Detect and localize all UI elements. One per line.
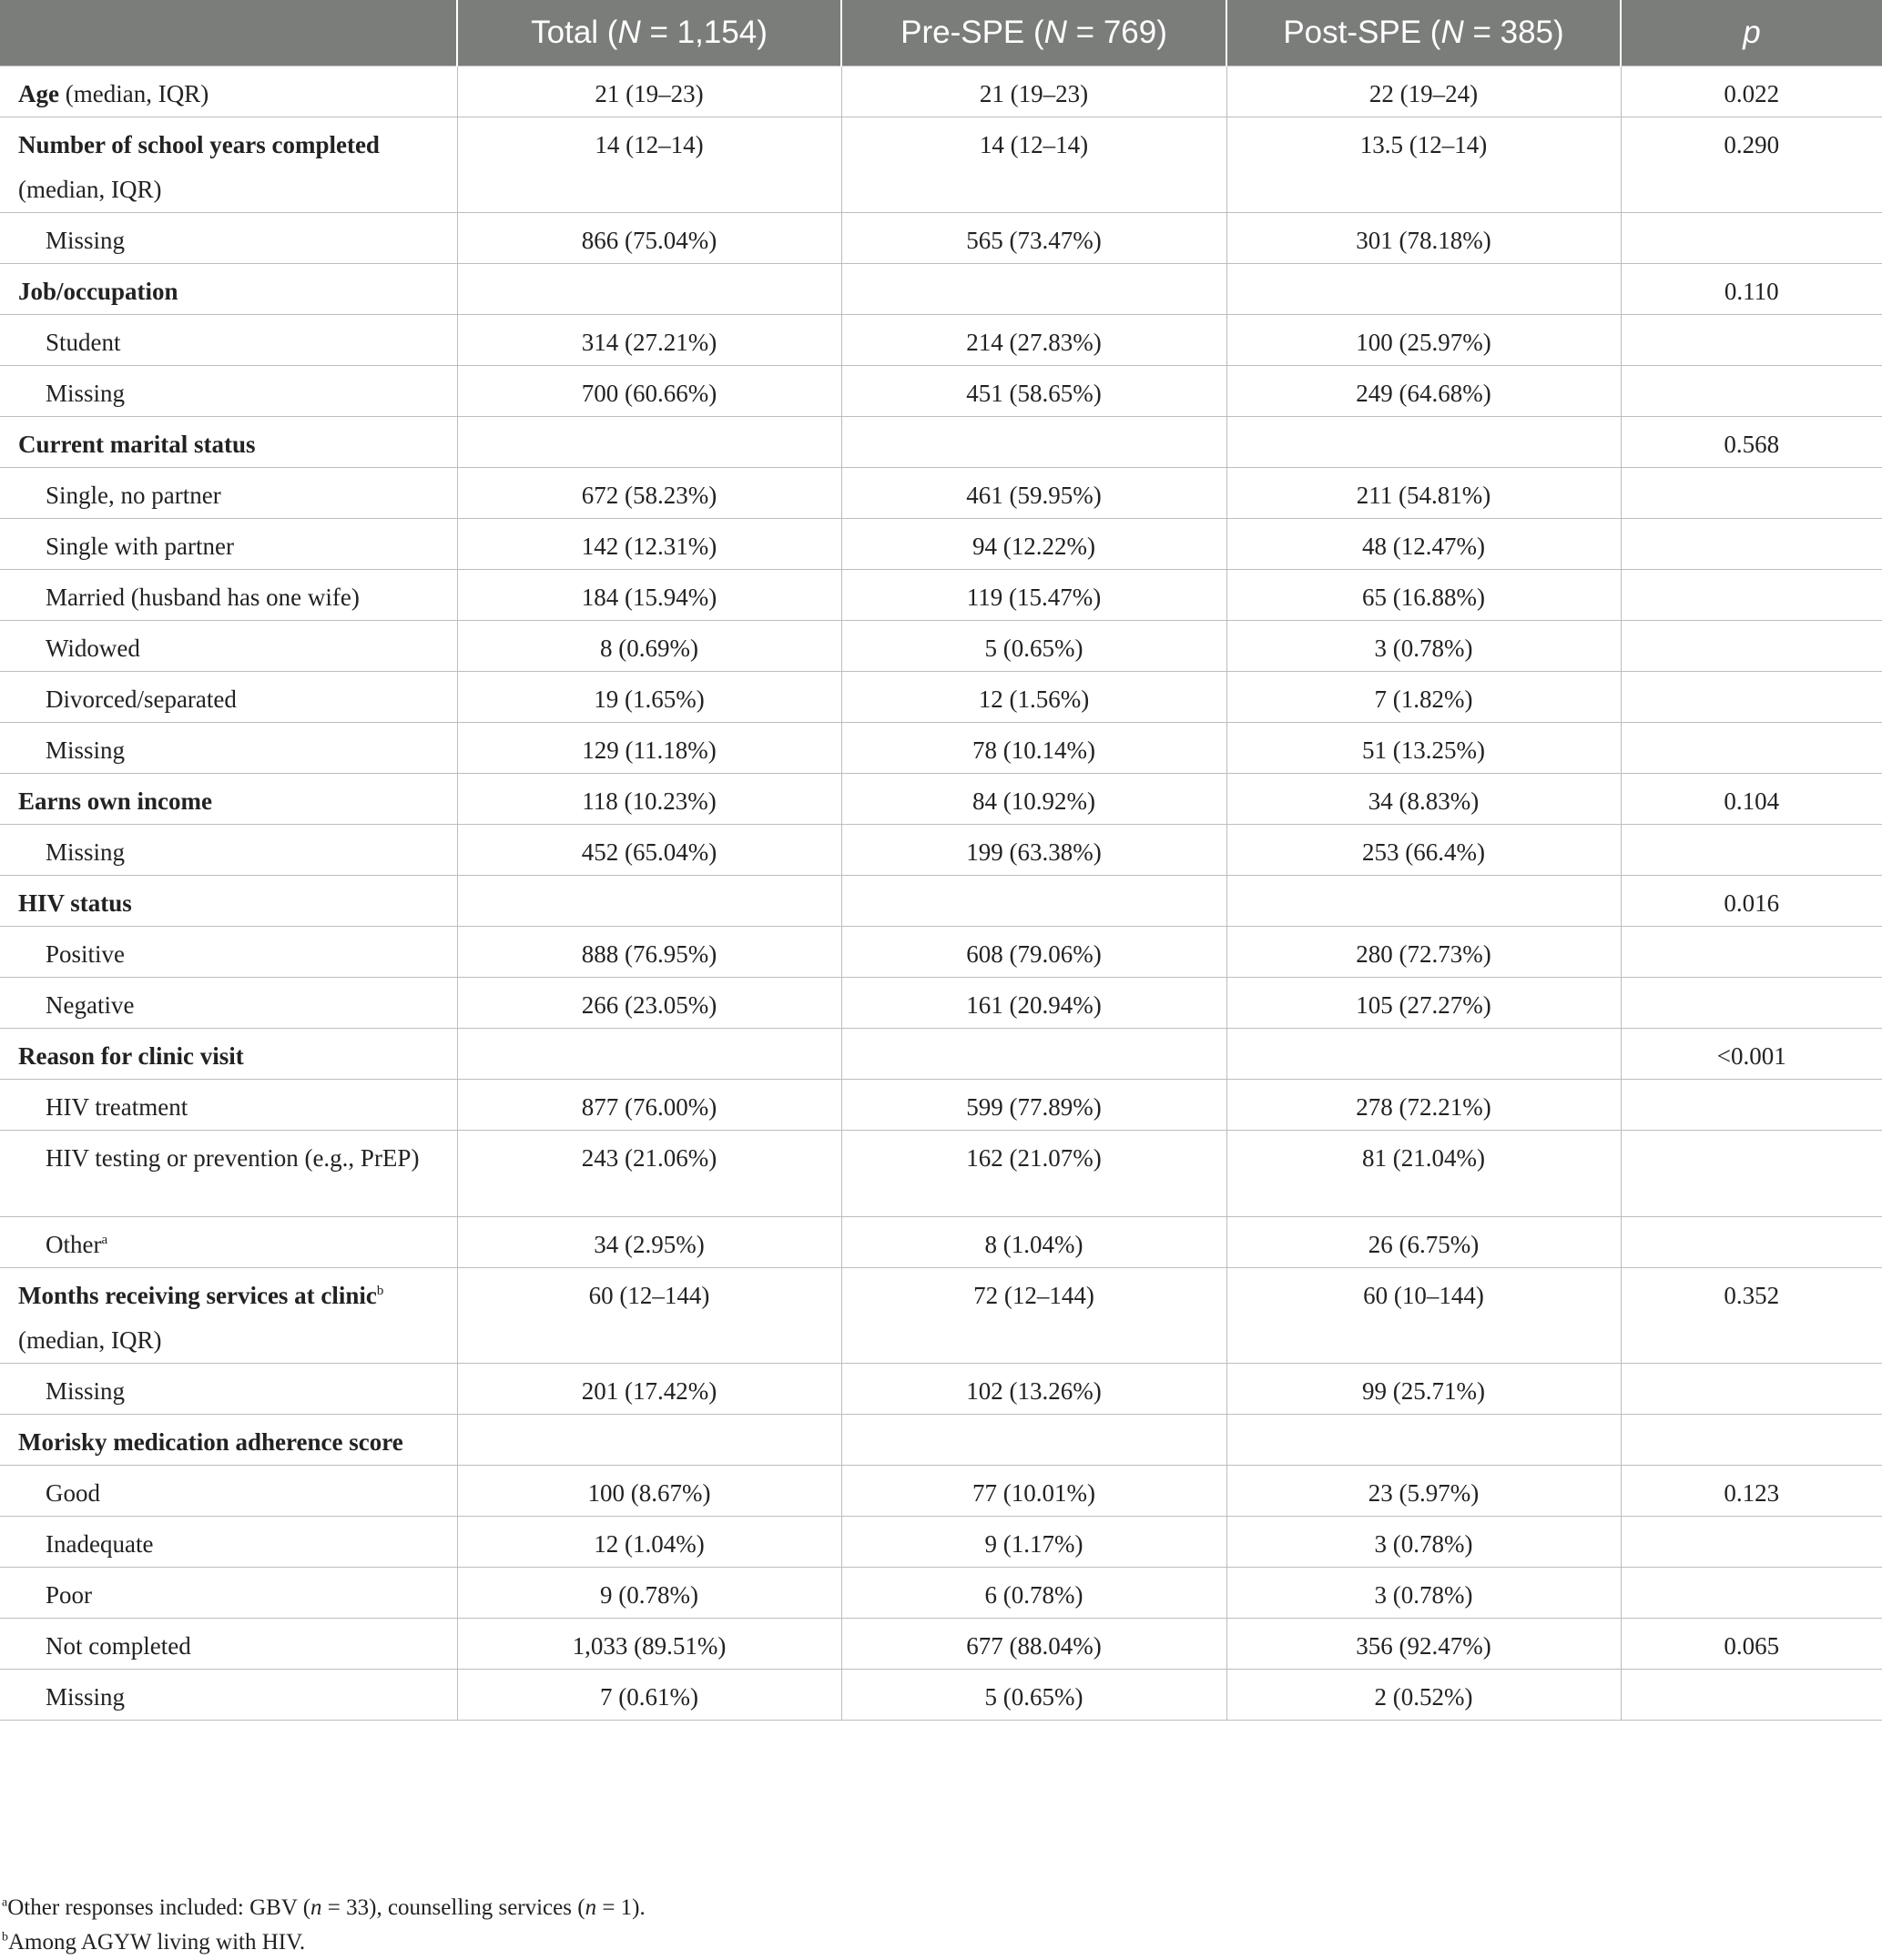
- cell-p-value: [1621, 570, 1882, 621]
- header-pre-spe: Pre-SPE (N = 769): [841, 0, 1226, 66]
- cell-pre-spe: 565 (73.47%): [841, 213, 1226, 264]
- row-label-text: Missing: [46, 1683, 126, 1711]
- cell-p-value: 0.123: [1621, 1466, 1882, 1517]
- cell-pre-spe: 161 (20.94%): [841, 978, 1226, 1029]
- table-row: [0, 1670, 1882, 1721]
- row-label-text: Missing: [46, 1377, 126, 1405]
- row-label: [0, 1217, 457, 1268]
- cell-p-value: 0.290: [1621, 117, 1882, 213]
- cell-total: 118 (10.23%): [457, 774, 841, 825]
- cell-post-spe: 99 (25.71%): [1226, 1364, 1621, 1415]
- cell-pre-spe: 12 (1.56%): [841, 672, 1226, 723]
- row-label: [0, 1619, 457, 1670]
- cell-p-value: 0.022: [1621, 66, 1882, 117]
- cell-post-spe: 23 (5.97%): [1226, 1466, 1621, 1517]
- row-label: [0, 117, 457, 213]
- cell-post-spe: 81 (21.04%): [1226, 1131, 1621, 1217]
- table-row: [0, 1517, 1882, 1568]
- row-label-text: (median, IQR): [18, 1326, 162, 1354]
- cell-total: 8 (0.69%): [457, 621, 841, 672]
- row-label-heading: Earns own income: [18, 787, 213, 815]
- row-label-text: Single with partner: [46, 533, 234, 560]
- cell-total: 34 (2.95%): [457, 1217, 841, 1268]
- table-row: [0, 621, 1882, 672]
- cell-p-value: [1621, 519, 1882, 570]
- cell-pre-spe: [841, 876, 1226, 927]
- cell-pre-spe: 119 (15.47%): [841, 570, 1226, 621]
- row-label: [0, 213, 457, 264]
- cell-pre-spe: [841, 1415, 1226, 1466]
- row-label-heading: Current marital status: [18, 431, 256, 458]
- cell-post-spe: 253 (66.4%): [1226, 825, 1621, 876]
- cell-post-spe: 22 (19–24): [1226, 66, 1621, 117]
- cell-total: 243 (21.06%): [457, 1131, 841, 1217]
- row-label: [0, 1466, 457, 1517]
- cell-p-value: [1621, 315, 1882, 366]
- row-label: [0, 66, 457, 117]
- header-total: Total (N = 1,154): [457, 0, 841, 66]
- footnote-b: $^b$Among AGYW living with HIV.: [2, 1930, 306, 1955]
- table-row: [0, 1466, 1882, 1517]
- cell-post-spe: 7 (1.82%): [1226, 672, 1621, 723]
- cell-post-spe: [1226, 1415, 1621, 1466]
- table-row: [0, 876, 1882, 927]
- table-row: [0, 774, 1882, 825]
- cell-total: 60 (12–144): [457, 1268, 841, 1364]
- row-label-text: Divorced/separated: [46, 685, 237, 713]
- cell-p-value: [1621, 825, 1882, 876]
- cell-total: 266 (23.05%): [457, 978, 841, 1029]
- cell-p-value: [1621, 672, 1882, 723]
- cell-p-value: [1621, 366, 1882, 417]
- cell-pre-spe: 72 (12–144): [841, 1268, 1226, 1364]
- row-label: [0, 978, 457, 1029]
- table-row: [0, 978, 1882, 1029]
- cell-post-spe: 65 (16.88%): [1226, 570, 1621, 621]
- cell-pre-spe: 21 (19–23): [841, 66, 1226, 117]
- cell-pre-spe: 461 (59.95%): [841, 468, 1226, 519]
- row-label: [0, 825, 457, 876]
- cell-pre-spe: 5 (0.65%): [841, 1670, 1226, 1721]
- header-p-value: p: [1621, 0, 1882, 66]
- cell-pre-spe: 102 (13.26%): [841, 1364, 1226, 1415]
- cell-pre-spe: 162 (21.07%): [841, 1131, 1226, 1217]
- cell-post-spe: 278 (72.21%): [1226, 1080, 1621, 1131]
- cell-total: 7 (0.61%): [457, 1670, 841, 1721]
- cell-p-value: 0.110: [1621, 264, 1882, 315]
- row-label-text: Missing: [46, 838, 126, 866]
- cell-total: 142 (12.31%): [457, 519, 841, 570]
- row-label: [0, 1670, 457, 1721]
- row-label-text: Student: [46, 329, 121, 356]
- footnote-a: $^a$Other responses included: GBV (n = 33), counselling services (n = 1).: [2, 1895, 646, 1920]
- cell-total: 14 (12–14): [457, 117, 841, 213]
- cell-post-spe: 105 (27.27%): [1226, 978, 1621, 1029]
- row-label: [0, 876, 457, 927]
- row-label: [0, 1029, 457, 1080]
- cell-total: 9 (0.78%): [457, 1568, 841, 1619]
- row-label-text: Not completed: [46, 1632, 191, 1660]
- table-row: [0, 570, 1882, 621]
- row-label-text: Widowed: [46, 635, 140, 662]
- cell-total: 129 (11.18%): [457, 723, 841, 774]
- cell-p-value: [1621, 1568, 1882, 1619]
- row-label: [0, 672, 457, 723]
- table-row: [0, 1029, 1882, 1080]
- cell-p-value: [1621, 621, 1882, 672]
- cell-total: 888 (76.95%): [457, 927, 841, 978]
- cell-pre-spe: 608 (79.06%): [841, 927, 1226, 978]
- row-label-heading: Reason for clinic visit: [18, 1042, 244, 1070]
- row-label-heading: Age: [18, 80, 59, 107]
- cell-post-spe: 26 (6.75%): [1226, 1217, 1621, 1268]
- table-row: [0, 66, 1882, 117]
- cell-post-spe: 211 (54.81%): [1226, 468, 1621, 519]
- row-label: [0, 264, 457, 315]
- cell-total: 314 (27.21%): [457, 315, 841, 366]
- row-label-text: Positive: [46, 940, 126, 968]
- cell-total: 452 (65.04%): [457, 825, 841, 876]
- row-label: [0, 1364, 457, 1415]
- cell-total: 184 (15.94%): [457, 570, 841, 621]
- table-row: [0, 1568, 1882, 1619]
- table-row: [0, 1415, 1882, 1466]
- cell-pre-spe: [841, 417, 1226, 468]
- cell-total: 201 (17.42%): [457, 1364, 841, 1415]
- row-label: [0, 1131, 457, 1217]
- cell-pre-spe: 214 (27.83%): [841, 315, 1226, 366]
- row-label-heading: Morisky medication adherence score: [18, 1428, 403, 1456]
- cell-total: 672 (58.23%): [457, 468, 841, 519]
- table-row: [0, 213, 1882, 264]
- cell-total: 1,033 (89.51%): [457, 1619, 841, 1670]
- table-row: [0, 264, 1882, 315]
- row-label-text: Other: [46, 1231, 102, 1258]
- cell-total: 877 (76.00%): [457, 1080, 841, 1131]
- cell-post-spe: [1226, 417, 1621, 468]
- cell-post-spe: 356 (92.47%): [1226, 1619, 1621, 1670]
- cell-p-value: [1621, 1217, 1882, 1268]
- cell-post-spe: 51 (13.25%): [1226, 723, 1621, 774]
- cell-pre-spe: 451 (58.65%): [841, 366, 1226, 417]
- cell-pre-spe: 77 (10.01%): [841, 1466, 1226, 1517]
- cell-post-spe: 3 (0.78%): [1226, 621, 1621, 672]
- table-row: [0, 366, 1882, 417]
- cell-post-spe: [1226, 876, 1621, 927]
- cell-post-spe: 3 (0.78%): [1226, 1568, 1621, 1619]
- row-label-text: HIV treatment: [46, 1093, 188, 1121]
- table-body: [0, 66, 1882, 1721]
- row-label: [0, 570, 457, 621]
- table-row: [0, 1080, 1882, 1131]
- cell-pre-spe: 94 (12.22%): [841, 519, 1226, 570]
- table-row: [0, 1268, 1882, 1364]
- cell-p-value: [1621, 1517, 1882, 1568]
- cell-p-value: [1621, 213, 1882, 264]
- table-row: [0, 672, 1882, 723]
- cell-p-value: 0.568: [1621, 417, 1882, 468]
- row-label-text: Single, no partner: [46, 482, 221, 509]
- row-label-text: Inadequate: [46, 1530, 154, 1558]
- cell-post-spe: 100 (25.97%): [1226, 315, 1621, 366]
- row-label: [0, 621, 457, 672]
- table-row: [0, 825, 1882, 876]
- row-label-text: Negative: [46, 991, 135, 1019]
- cell-total: 19 (1.65%): [457, 672, 841, 723]
- row-label-text: Missing: [46, 380, 126, 407]
- table-header: [0, 0, 1882, 66]
- footnote-marker: a: [101, 1233, 108, 1247]
- cell-total: 866 (75.04%): [457, 213, 841, 264]
- row-label: [0, 1568, 457, 1619]
- cell-post-spe: 34 (8.83%): [1226, 774, 1621, 825]
- cell-total: [457, 1029, 841, 1080]
- table-row: [0, 723, 1882, 774]
- row-label-text: Missing: [46, 227, 126, 254]
- cell-pre-spe: [841, 264, 1226, 315]
- row-label-heading: Months receiving services at clinic: [18, 1282, 377, 1309]
- row-label: [0, 1268, 457, 1364]
- row-label-text: Good: [46, 1479, 100, 1507]
- table-row: [0, 117, 1882, 213]
- cell-post-spe: 301 (78.18%): [1226, 213, 1621, 264]
- cell-post-spe: [1226, 264, 1621, 315]
- table-row: [0, 1364, 1882, 1415]
- cell-pre-spe: 8 (1.04%): [841, 1217, 1226, 1268]
- row-label: [0, 315, 457, 366]
- row-label-text: HIV testing or prevention (e.g., PrEP): [46, 1144, 420, 1172]
- header-characteristic: [0, 0, 457, 66]
- row-label: [0, 468, 457, 519]
- cell-pre-spe: [841, 1029, 1226, 1080]
- cell-p-value: 0.016: [1621, 876, 1882, 927]
- cell-p-value: [1621, 1415, 1882, 1466]
- cell-pre-spe: 6 (0.78%): [841, 1568, 1226, 1619]
- cell-post-spe: 2 (0.52%): [1226, 1670, 1621, 1721]
- cell-pre-spe: 78 (10.14%): [841, 723, 1226, 774]
- cell-total: 100 (8.67%): [457, 1466, 841, 1517]
- cell-p-value: [1621, 1364, 1882, 1415]
- row-label: [0, 366, 457, 417]
- row-label-heading: Number of school years completed: [18, 131, 380, 158]
- cell-total: 700 (60.66%): [457, 366, 841, 417]
- cell-post-spe: 13.5 (12–14): [1226, 117, 1621, 213]
- cell-pre-spe: 14 (12–14): [841, 117, 1226, 213]
- row-label: [0, 1517, 457, 1568]
- table-row: [0, 1131, 1882, 1217]
- cell-p-value: [1621, 723, 1882, 774]
- table-row: [0, 1217, 1882, 1268]
- cell-post-spe: 3 (0.78%): [1226, 1517, 1621, 1568]
- row-label-text: (median, IQR): [18, 176, 162, 203]
- row-label-heading: Job/occupation: [18, 278, 178, 305]
- cell-p-value: [1621, 1670, 1882, 1721]
- cell-p-value: [1621, 978, 1882, 1029]
- row-label-heading: HIV status: [18, 889, 132, 917]
- cell-pre-spe: 84 (10.92%): [841, 774, 1226, 825]
- cell-pre-spe: 199 (63.38%): [841, 825, 1226, 876]
- table-row: [0, 1619, 1882, 1670]
- cell-pre-spe: 599 (77.89%): [841, 1080, 1226, 1131]
- cell-post-spe: [1226, 1029, 1621, 1080]
- cell-total: [457, 417, 841, 468]
- header-post-spe: Post-SPE (N = 385): [1226, 0, 1621, 66]
- cell-post-spe: 280 (72.73%): [1226, 927, 1621, 978]
- cell-p-value: [1621, 1131, 1882, 1217]
- row-label: [0, 774, 457, 825]
- footnote-marker: b: [376, 1284, 384, 1298]
- row-label: [0, 417, 457, 468]
- cell-p-value: 0.065: [1621, 1619, 1882, 1670]
- cell-p-value: 0.104: [1621, 774, 1882, 825]
- cell-post-spe: 249 (64.68%): [1226, 366, 1621, 417]
- cell-post-spe: 48 (12.47%): [1226, 519, 1621, 570]
- cell-pre-spe: 5 (0.65%): [841, 621, 1226, 672]
- row-label-text: Poor: [46, 1581, 93, 1609]
- table-row: [0, 315, 1882, 366]
- row-label: [0, 723, 457, 774]
- cell-p-value: 0.352: [1621, 1268, 1882, 1364]
- table-row: [0, 927, 1882, 978]
- row-label-text: (median, IQR): [58, 80, 209, 107]
- cell-p-value: <0.001: [1621, 1029, 1882, 1080]
- table-row: [0, 468, 1882, 519]
- cell-total: [457, 876, 841, 927]
- row-label: [0, 1080, 457, 1131]
- cell-total: 12 (1.04%): [457, 1517, 841, 1568]
- cell-pre-spe: 9 (1.17%): [841, 1517, 1226, 1568]
- cell-total: 21 (19–23): [457, 66, 841, 117]
- cell-total: [457, 1415, 841, 1466]
- cell-p-value: [1621, 468, 1882, 519]
- footnotes: [0, 1891, 1882, 1960]
- row-label: [0, 927, 457, 978]
- table-row: [0, 519, 1882, 570]
- row-label: [0, 1415, 457, 1466]
- cell-p-value: [1621, 1080, 1882, 1131]
- table-row: [0, 417, 1882, 468]
- row-label-text: Married (husband has one wife): [46, 584, 360, 611]
- cell-pre-spe: 677 (88.04%): [841, 1619, 1226, 1670]
- cell-total: [457, 264, 841, 315]
- cell-p-value: [1621, 927, 1882, 978]
- row-label: [0, 519, 457, 570]
- cell-post-spe: 60 (10–144): [1226, 1268, 1621, 1364]
- row-label-text: Missing: [46, 736, 126, 764]
